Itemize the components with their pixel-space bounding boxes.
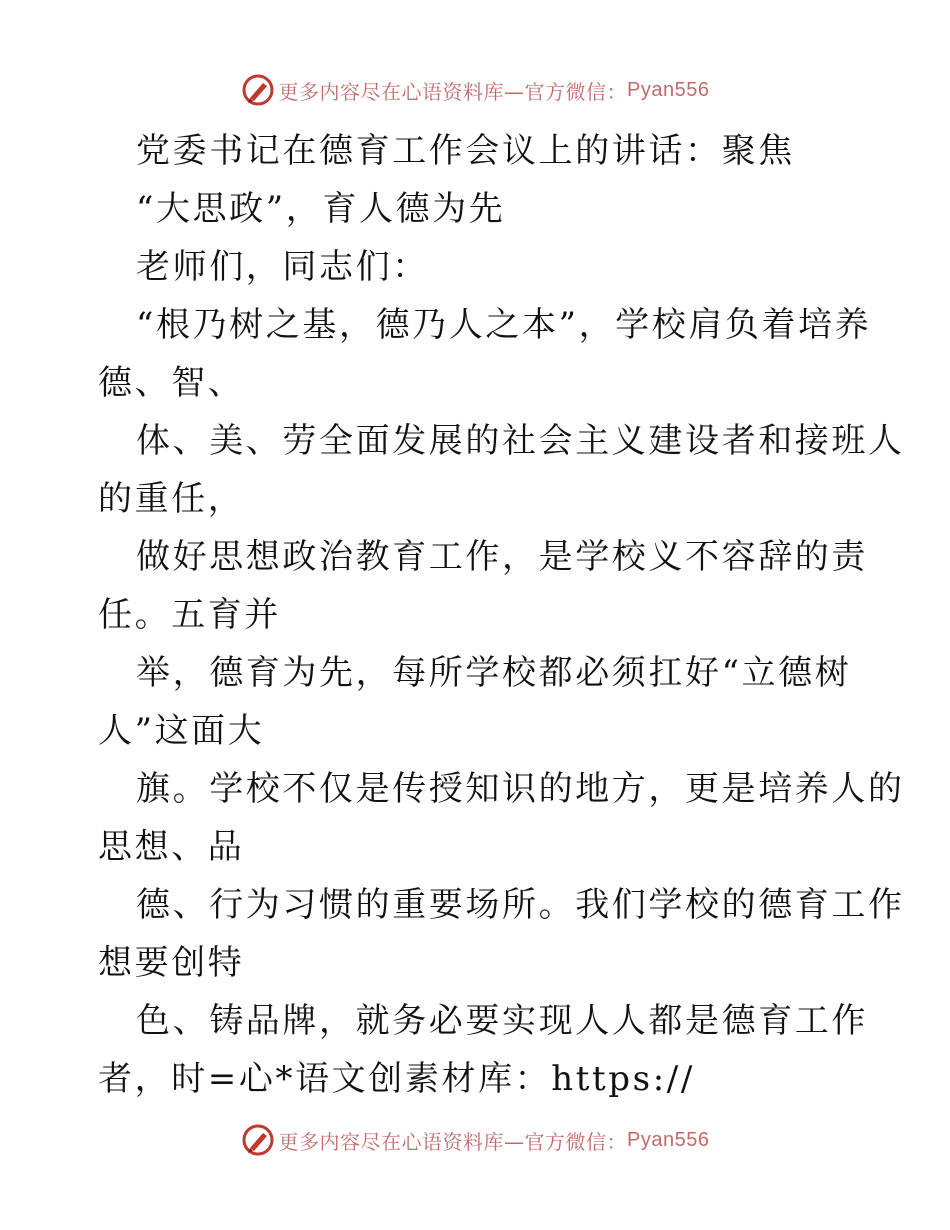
header-banner-text: 更多内容尽在心语资料库—官方微信： — [278, 79, 628, 104]
text-line: 的重任， — [98, 479, 245, 519]
text-line: 想要创特 — [98, 943, 245, 983]
header-banner — [0, 70, 950, 110]
text-line: 德、行为习惯的重要场所。我们学校的德育工作 — [136, 885, 905, 925]
text-line: 体、美、劳全面发展的社会主义建设者和接班人 — [136, 421, 905, 461]
document-body — [98, 122, 905, 1108]
text-line: 做好思想政治教育工作，是学校义不容辞的责 — [136, 537, 868, 577]
text-line: 任。五育并 — [98, 595, 281, 635]
text-line: 者，时=心*语文创素材库：https:// — [98, 1059, 695, 1099]
text-line: 老师们，同志们： — [136, 247, 429, 287]
text-line: 举，德育为先，每所学校都必须扛好“立德树 — [136, 653, 852, 693]
header-banner-wechat-id: Pyan556 — [627, 78, 710, 101]
text-line: 旗。学校不仅是传授知识的地方，更是培养人的 — [136, 769, 905, 809]
text-line: 色、铸品牌，就务必要实现人人都是德育工作 — [136, 1001, 868, 1041]
pen-logo-icon — [241, 1123, 275, 1157]
footer-banner-text: 更多内容尽在心语资料库—官方微信： — [278, 1129, 628, 1154]
footer-banner — [0, 1120, 950, 1160]
text-line: “根乃树之基，德乃人之本”，学校肩负着培养 — [136, 305, 872, 345]
pen-logo-icon — [241, 73, 275, 107]
text-line: “大思政”，育人德为先 — [136, 189, 506, 229]
text-line: 党委书记在德育工作会议上的讲话：聚焦 — [136, 131, 795, 171]
footer-banner-wechat-id: Pyan556 — [627, 1128, 710, 1151]
text-line: 德、智、 — [98, 363, 245, 403]
text-line: 思想、品 — [98, 827, 245, 867]
text-line: 人”这面大 — [98, 711, 265, 751]
